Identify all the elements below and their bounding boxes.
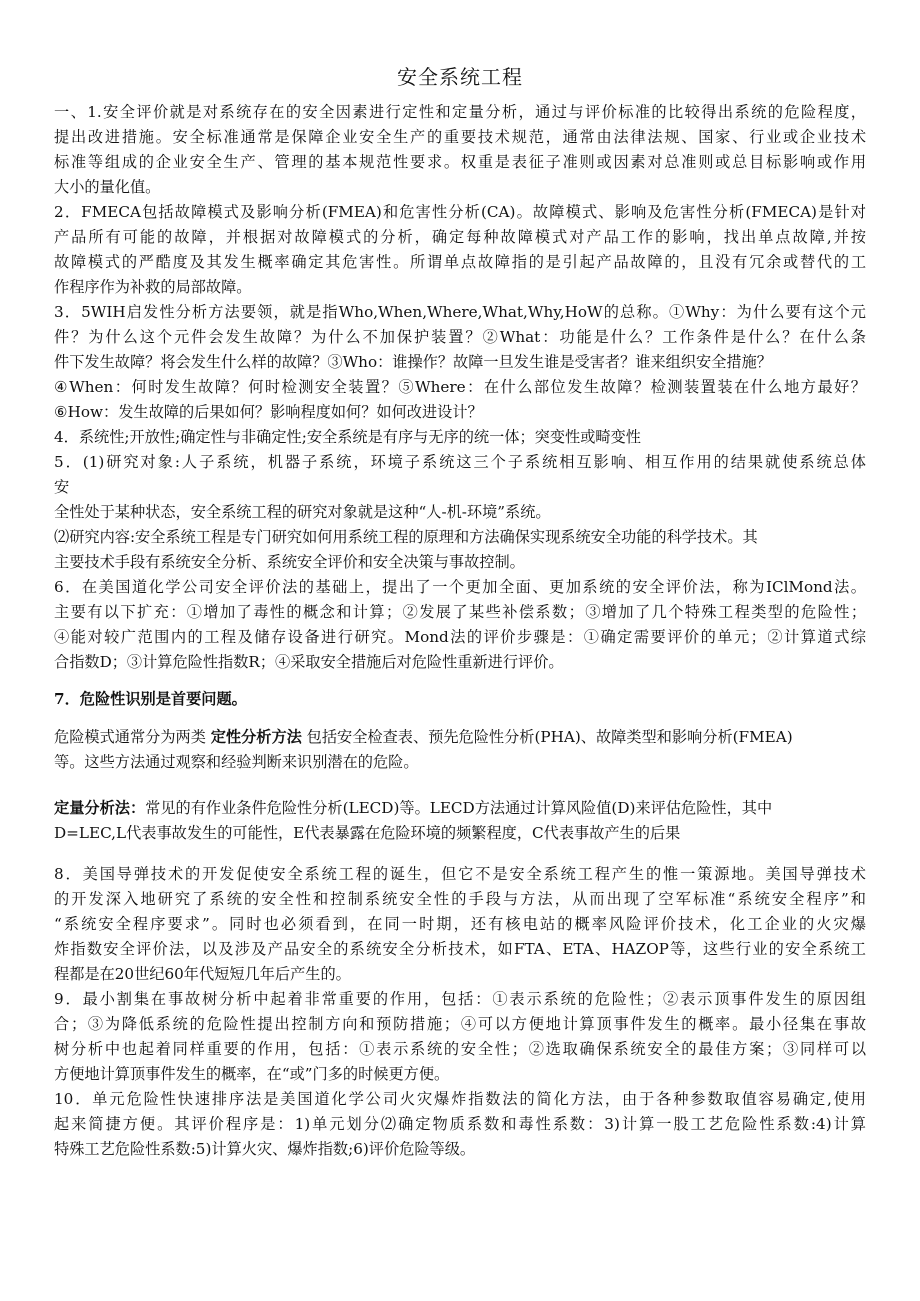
item7-heading: 7．危险性识别是首要问题。 [54,690,247,708]
text-line: 一、1.安全评价就是对系统存在的安全因素进行定性和定量分析，通过与评价标准的比较得出系统的危险程度， [54,103,866,121]
text-line: 树分析中也起着同样重要的作用，包括：①表示系统的安全性；②选取确保系统安全的最佳方案；③同样可以 [54,1040,866,1058]
text-line: 6．在美国道化学公司安全评价法的基础上，提出了一个更加全面、更加系统的安全评价法，称为IClMond法。 [54,578,866,596]
text-line: 合；③为降低系统的危险性提出控制方向和预防措施；④可以方便地计算顶事件发生的概率。最小径集在事故 [54,1015,866,1033]
text-line: 故障模式的严酷度及其发生概率确定其危害性。所谓单点故障指的是引起产品故障的，且没有冗余或替代的工 [54,253,866,271]
text-line: 全性处于某种状态，安全系统工程的研究对象就是这种“人-机-环境”系统。 [54,503,551,521]
item7-p1-rest: 包括安全检查表、预先危险性分析(PHA)、故障类型和影响分析(FMEA) [306,728,793,746]
text-line: 件下发生故障？将会发生什么样的故障？③Who：谁操作？故障一旦发生谁是受害者？谁来组织安全措施？ [54,353,772,371]
text-line: ⑥How：发生故障的后果如何？影响程度如何？如何改进设计？ [54,403,483,421]
text-line: ④能对较广范围内的工程及储存设备进行研究。Mond法的评价步骤是：①确定需要评价的单元；②计算道式综 [54,628,866,646]
document-title: 安全系统工程 [397,65,523,89]
text-line: 安 [54,478,70,496]
text-line: 程都是在20世纪60年代短短几年后产生的。 [54,965,351,983]
text-line: 10．单元危险性快速排序法是美国道化学公司火灾爆炸指数法的简化方法，由于各种参数取值容易确定,使用 [54,1090,866,1108]
text-line: 主要技术手段有系统安全分析、系统安全评价和安全决策与事故控制。 [54,553,525,571]
text-line: 5．(1)研究对象:人子系统，机器子系统，环境子系统这三个子系统相互影响、相互作用的结果就使系统总体 [54,453,866,471]
text-line: 大小的量化值。 [54,178,161,196]
item7-p1-emphasis: 定性分析方法 [210,728,302,746]
text-line: 提出改进措施。安全标准通常是保障企业安全生产的重要技术规范，通常由法律法规、国家、行业或企业技术 [54,128,866,146]
text-line: ⑵研究内容:安全系统工程是专门研究如何用系统工程的原理和方法确保实现系统安全功能的科学技术。其 [54,528,758,546]
text-line: 特殊工艺危险性系数:5)计算火灾、爆炸指数;6)评价危险等级。 [54,1140,476,1158]
text-line: 9．最小割集在事故树分析中起着非常重要的作用，包括：①表示系统的危险性；②表示顶事件发生的原因组 [54,990,866,1008]
text-line: 件？为什么这个元件会发生故障？为什么不加保护装置？②What：功能是什么？工作条件是什么？在什么条 [54,328,866,346]
text-line: 8．美国导弹技术的开发促使安全系统工程的诞生，但它不是安全系统工程产生的惟一策源地。美国导弹技术 [54,865,866,883]
text-line: 产品所有可能的故障，并根据对故障模式的分析，确定每种故障模式对产品工作的影响，找出单点故障,并按 [54,228,866,246]
text-line: D=LEC,L代表事故发生的可能性，E代表暴露在危险环境的频繁程度，C代表事故产生的后果 [54,824,681,842]
text-line: 4．系统性;开放性;确定性与非确定性;安全系统是有序与无序的统一体；突变性或畸变性 [54,428,641,446]
item7-p2-rest: 常见的有作业条件危险性分析(LECD)等。LECD方法通过计算风险值(D)来评估危险性，其中 [145,799,773,817]
text-line: 主要有以下扩充：①增加了毒性的概念和计算；②发展了某些补偿系数；③增加了几个特殊工程类型的危险性； [54,603,866,621]
text-line: 方便地计算顶事件发生的概率，在“或”门多的时候更方便。 [54,1065,450,1083]
item7-p2-emphasis: 定量分析法： [54,799,146,817]
text-line: 等。这些方法通过观察和经验判断来识别潜在的危险。 [54,753,419,771]
item7-paragraph-1 [54,726,793,748]
text-line: ④When：何时发生故障？何时检测安全装置？⑤Where：在什么部位发生故障？检测装置装在什么地方最好？ [54,378,866,396]
text-line: 2．FMECA包括故障模式及影响分析(FMEA)和危害性分析(CA)。故障模式、影响及危害性分析(FMECA)是针对 [54,203,866,221]
text-line: 起来简捷方便。其评价程序是：1)单元划分⑵确定物质系数和毒性系数：3)计算一股工艺危险性系数:4)计算 [54,1115,866,1133]
text-line: 的开发深入地研究了系统的安全性和控制系统安全性的手段与方法，从而出现了空军标准“系统安全程序”和 [54,890,866,908]
text-line: 作程序作为补救的局部故障。 [54,278,252,296]
text-line: 3．5WIH启发性分析方法要领，就是指Who,When,Where,What,Why,HoW的总称。①Why：为什么要有这个元 [54,303,866,321]
item7-paragraph-2 [54,797,772,819]
text-line: “系统安全程序要求”。同时也必须看到，在同一时期，还有核电站的概率风险评价技术，化工企业的火灾爆 [54,915,866,933]
text-line: 标准等组成的企业安全生产、管理的基本规范性要求。权重是表征子准则或因素对总准则或总目标影响或作用 [54,153,866,171]
text-line: 合指数D；③计算危险性指数R；④采取安全措施后对危险性重新进行评价。 [54,653,564,671]
text-line: 炸指数安全评价法，以及涉及产品安全的系统安全分析技术，如FTA、ETA、HAZOP等，这些行业的安全系统工 [54,940,866,958]
item7-p1-lead: 危险模式通常分为两类 [54,728,206,746]
